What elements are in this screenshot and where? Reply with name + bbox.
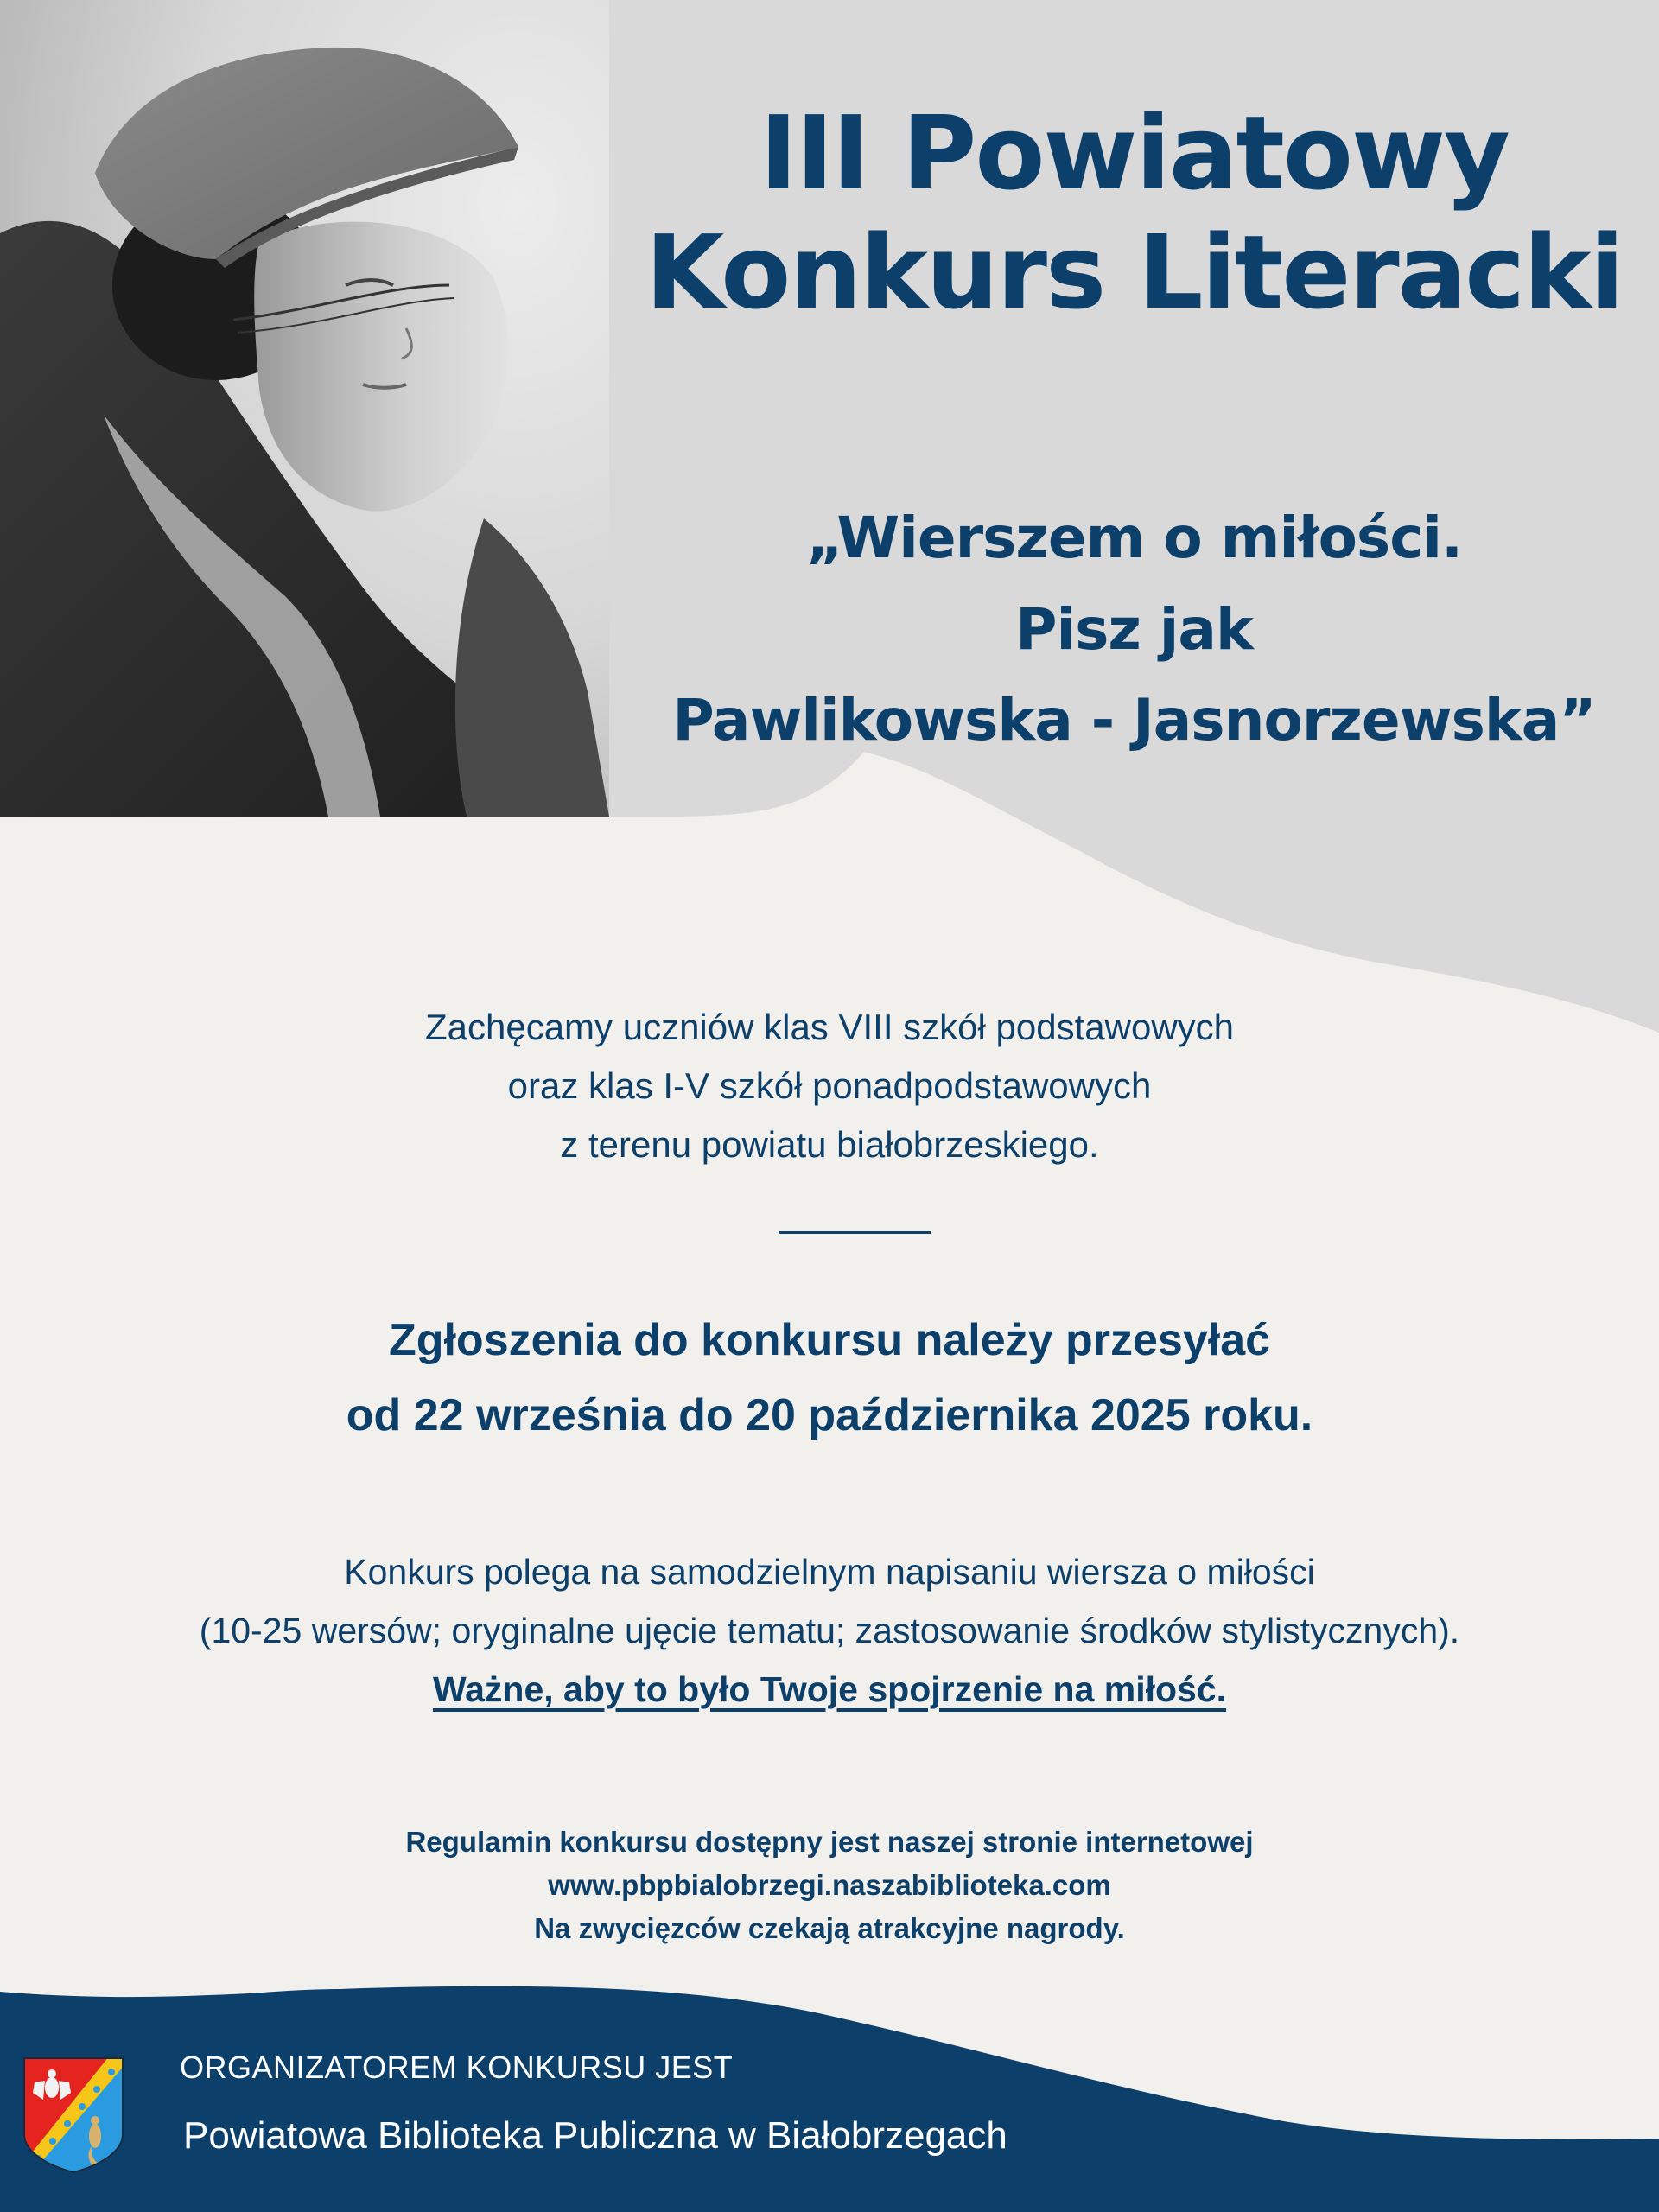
description-text xyxy=(0,1542,1659,1719)
theme-line-1: „Wierszem o miłości. xyxy=(805,505,1463,571)
theme-line-2: Pisz jak xyxy=(1015,595,1253,663)
deadline-line-1: Zgłoszenia do konkursu należy przesyłać xyxy=(388,1315,1271,1365)
intro-line-2: oraz klas I-V szkół ponadpodstawowych xyxy=(507,1065,1152,1106)
intro-line-3: z terenu powiatu białobrzeskiego. xyxy=(560,1124,1099,1165)
portrait-image xyxy=(0,0,609,817)
rules-line-1: Regulamin konkursu dostępny jest naszej stronie internetowej xyxy=(405,1826,1254,1858)
description-line-1: Konkurs polega na samodzielnym napisaniu wiersza o miłości xyxy=(344,1552,1315,1592)
section-divider xyxy=(779,1231,931,1234)
deadline-text xyxy=(0,1303,1659,1453)
organizer-name: Powiatowa Biblioteka Publiczna w Białobrzegach xyxy=(183,2114,1007,2157)
poster-title xyxy=(609,93,1659,332)
website-link[interactable]: www.pbpbialobrzegi.naszabiblioteka.com xyxy=(548,1869,1111,1901)
portrait-photo xyxy=(0,0,609,817)
organizer-label: ORGANIZATOREM KONKURSU JEST xyxy=(180,2050,734,2085)
title-line-1: III Powiatowy xyxy=(760,93,1509,213)
title-line-2: Konkurs Literacki xyxy=(645,213,1624,333)
intro-text xyxy=(0,998,1659,1174)
description-line-2: (10-25 wersów; oryginalne ujęcie tematu; zastosowanie środków stylistycznych). xyxy=(199,1611,1460,1650)
coat-of-arms-icon xyxy=(22,2056,124,2174)
poster-theme xyxy=(609,493,1659,766)
important-note: Ważne, aby to było Twoje spojrzenie na miłość. xyxy=(432,1669,1227,1709)
rules-text xyxy=(0,1821,1659,1950)
intro-line-1: Zachęcamy uczniów klas VIII szkół podstawowych xyxy=(424,1007,1235,1047)
theme-line-3: Pawlikowska - Jasnorzewska” xyxy=(672,687,1596,754)
deadline-line-2: od 22 września do 20 października 2025 roku. xyxy=(346,1390,1313,1440)
rules-line-3: Na zwycięzców czekają atrakcyjne nagrody. xyxy=(534,1912,1125,1944)
